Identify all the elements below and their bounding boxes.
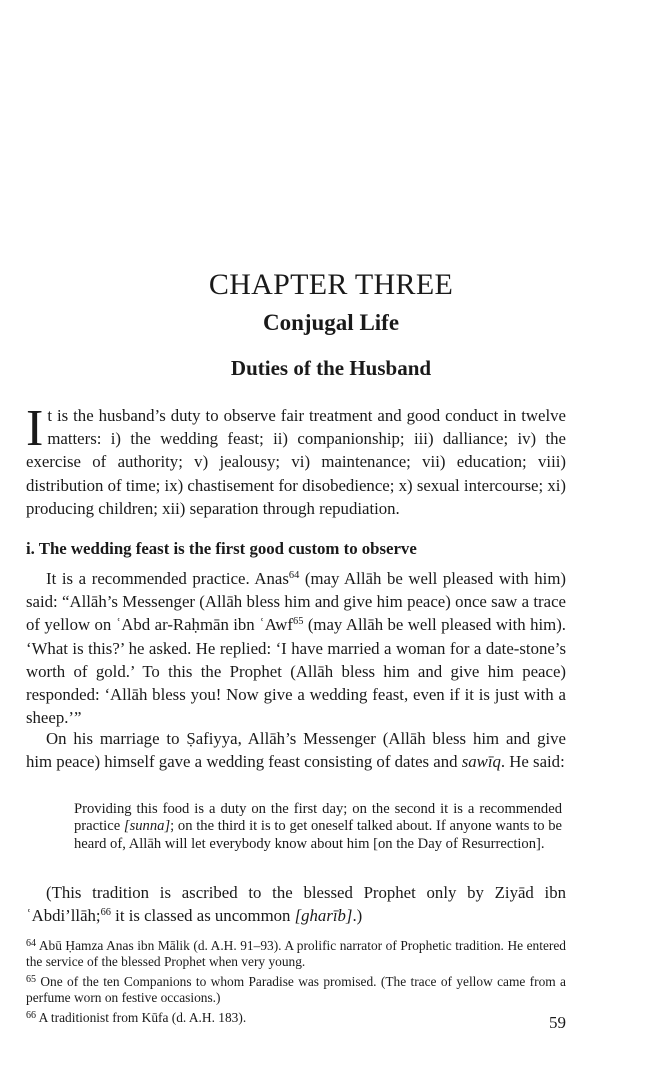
footnote-64 xyxy=(26,938,566,971)
footnote-text: Abū Ḥamza Anas ibn Mālik (d. A.H. 91–93). A prolific narrator of Prophetic tradition. He entered the service of the blessed Prophet when very young. xyxy=(26,938,566,970)
para3-text-c: .) xyxy=(352,906,363,926)
footnotes xyxy=(26,938,566,1029)
para2-text-a: On his marriage to Ṣafiyya, Allāh’s Messenger (Allāh bless him and give him peace) himself gave a wedding feast consisting of dates and xyxy=(26,729,566,772)
footnote-text: A traditionist from Kūfa (d. A.H. 183). xyxy=(36,1009,247,1025)
chapter-subtitle: Conjugal Life xyxy=(262,310,400,335)
wedding-feast-subheading: i. The wedding feast is the first good custom to observe xyxy=(26,539,417,558)
footnote-66 xyxy=(26,1010,566,1026)
para3-text-b: it is classed as uncommon xyxy=(110,906,295,926)
quote-text-b: ; on the third it is to get oneself talked about. If anyone wants to be heard of, Allāh will let everybody know about him [on the Day of Resurrection]. xyxy=(74,818,562,852)
para1-text-a: It is a recommended practice. Anas xyxy=(46,569,289,588)
gharib-term: [gharīb] xyxy=(294,906,353,926)
intro-paragraph xyxy=(26,400,566,520)
footnote-text: One of the ten Companions to whom Paradise was promised. (The trace of yellow came from a perfume worn on festive occasions.) xyxy=(26,973,566,1006)
footnote-mark: 66 xyxy=(26,1009,37,1021)
para1-text-b: (may Allāh be well pleased with him) said: “Allāh’s Messenger (Allāh bless him and give him peace) once saw a trace of yellow on ʿAbd ar-Raḥmān ibn ʿAwf xyxy=(26,569,566,635)
sawiq-term: sawīq xyxy=(461,752,501,772)
footnote-ref-64: 64 xyxy=(288,569,300,581)
block-quote xyxy=(74,801,562,853)
sunna-term: [sunna] xyxy=(123,818,171,835)
para3-text-a: (This tradition is ascribed to the blessed Prophet only by Ziyād ibn ʿAbdi’llāh; xyxy=(26,883,566,926)
drop-cap: I xyxy=(26,400,44,457)
intro-text: t is the husband’s duty to observe fair treatment and good conduct in twelve matters: i) the wedding feast; ii) companionship; iii) dalliance; iv) the exercise of authority; v) jealousy; vi) maintenance; vii) education; viii) distribution of time; ix) chastisement for disobedience; x) sexual intercourse; xi) producing children; xii) separation through repudiation. xyxy=(26,406,566,518)
chapter-title: CHAPTER THREE xyxy=(208,268,454,301)
page-number: 59 xyxy=(549,1013,566,1032)
footnote-ref-65: 65 xyxy=(293,616,304,628)
tradition-note-paragraph xyxy=(26,881,566,927)
footnote-mark: 64 xyxy=(26,937,37,949)
anas-paragraph xyxy=(26,567,566,729)
para2-text-b: . He said: xyxy=(500,752,565,772)
footnote-mark: 65 xyxy=(26,973,37,985)
footnote-65 xyxy=(26,974,566,1007)
section-heading: Duties of the Husband xyxy=(230,356,432,380)
para1-text-c: (may Allāh be well pleased with him). ‘What is this?’ he asked. He replied: ‘I have married a woman for a date-stone’s worth of gold.’ To this the Prophet (Allāh bless him and give him peace) responded: ‘Allāh bless you! Now give a wedding feast, even if it is just with a sheep.’” xyxy=(26,615,567,728)
safiyya-paragraph xyxy=(26,727,566,773)
footnote-ref-66: 66 xyxy=(100,906,111,918)
quote-text-a: Providing this food is a duty on the first day; on the second it is a recommended practice xyxy=(74,801,562,835)
